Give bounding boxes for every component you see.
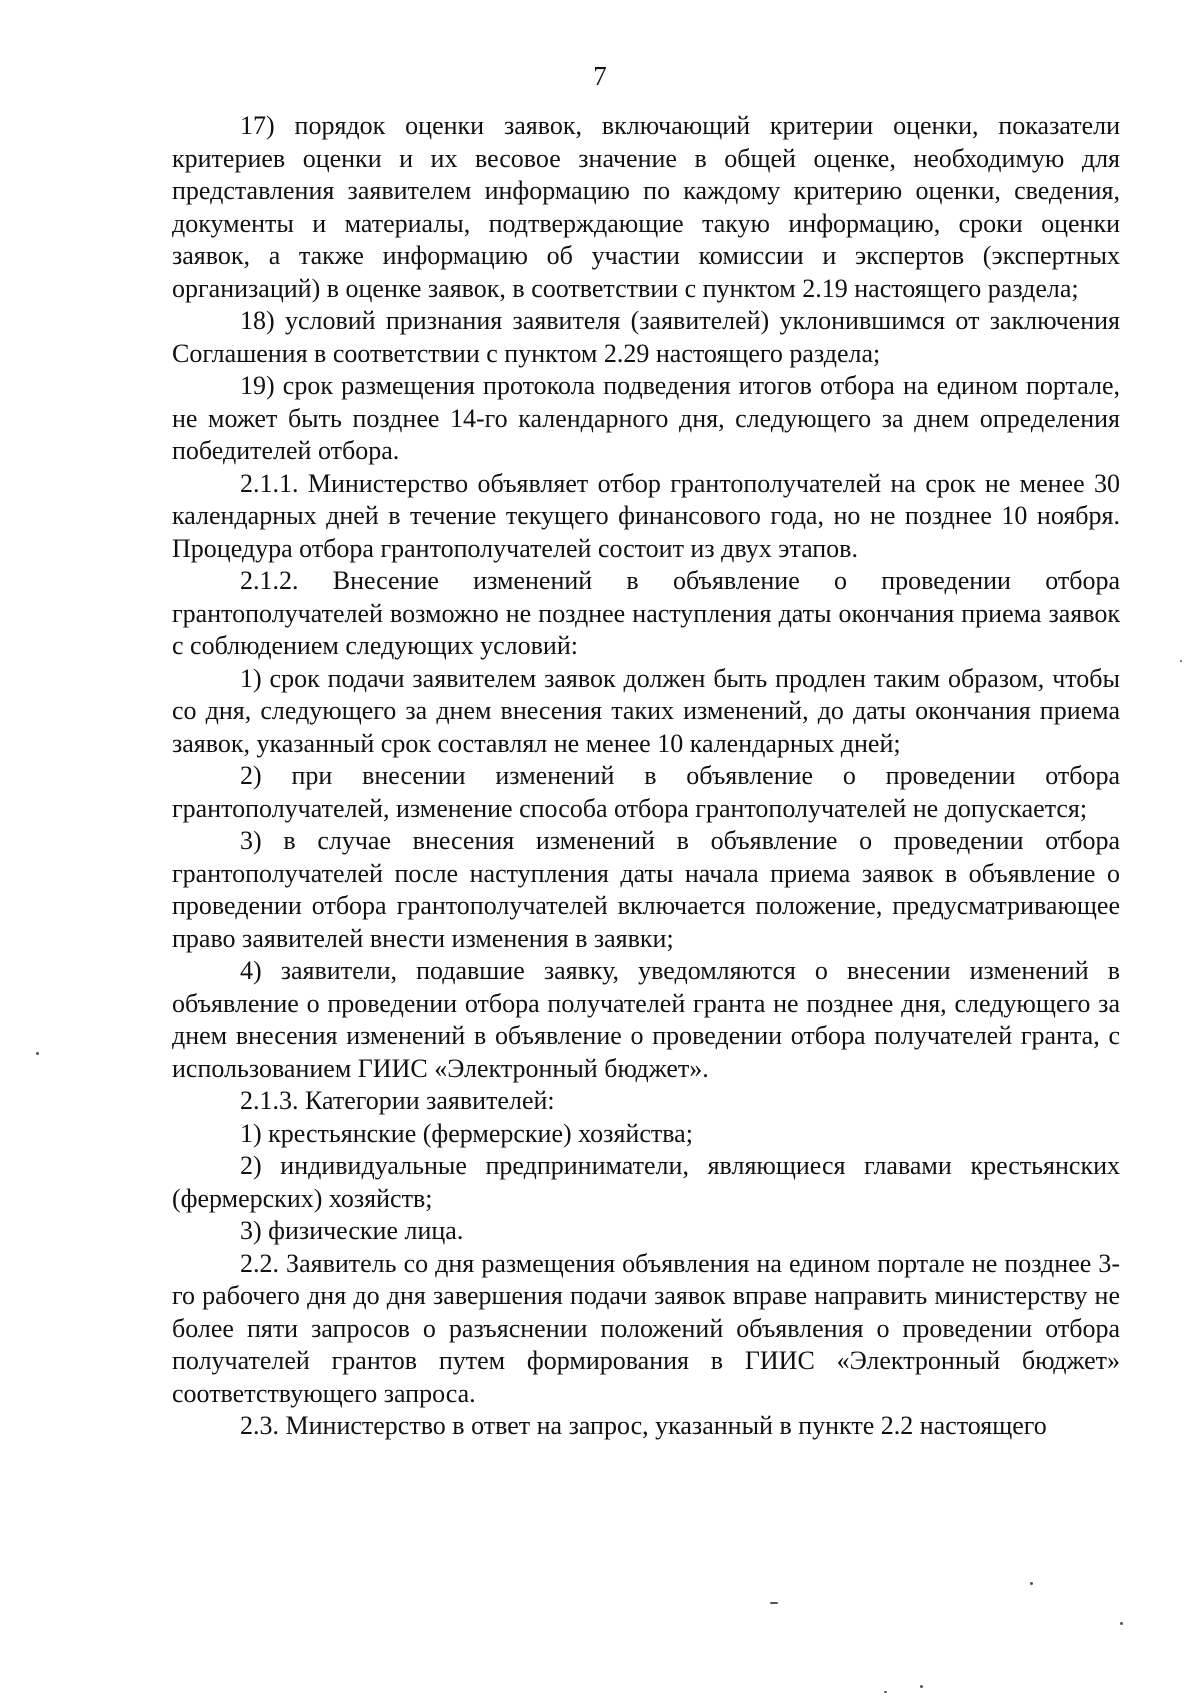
document-body xyxy=(172,110,1120,1443)
paragraph-condition-2: 2) при внесении изменений в объявление о проведении отбора грантополучателей, изменение способа отбора грантополучателей не допускается; xyxy=(172,761,1120,823)
scan-speck xyxy=(1180,660,1182,662)
page-number: 7 xyxy=(593,61,607,91)
scan-speck xyxy=(1030,1582,1033,1585)
paragraph-item-18: 18) условий признания заявителя (заявителей) уклонившимся от заключения Соглашения в соответствии с пунктом 2.29 настоящего раздела; xyxy=(172,306,1120,368)
scan-speck xyxy=(36,1052,39,1055)
paragraph-condition-3: 3) в случае внесения изменений в объявление о проведении отбора грантополучателей после наступления даты начала приема заявок в объявление о проведении отбора грантополучателей включается положение, предусматривающее право заявителей внести изменения в заявки; xyxy=(172,826,1120,953)
paragraph-condition-1: 1) срок подачи заявителем заявок должен быть продлен таким образом, чтобы со дня, следующего за днем внесения таких изменений, до даты окончания приема заявок, указанный срок составлял не менее 10 календарных дней; xyxy=(172,663,1120,758)
paragraph-item-17: 17) порядок оценки заявок, включающий критерии оценки, показатели критериев оценки и их весовое значение в общей оценке, необходимую для представления заявителем информацию по каждому критерию оценки, сведения, документы и материалы, подтверждающие такую информацию, сроки оценки заявок, а также информацию об участии комиссии и экспертов (экспертных организаций) в оценке заявок, в соответствии с пунктом 2.19 настоящего раздела; xyxy=(172,111,1120,303)
paragraph-category-3: 3) физические лица. xyxy=(240,1216,464,1245)
scan-speck xyxy=(920,1685,923,1688)
paragraph-category-2: 2) индивидуальные предприниматели, являющиеся главами крестьянских (фермерских) хозяйств; xyxy=(172,1151,1120,1213)
paragraph-item-19: 19) срок размещения протокола подведения итогов отбора на едином портале, не может быть позднее 14-го календарного дня, следующего за днем определения победителей отбора. xyxy=(172,371,1120,465)
paragraph-condition-4: 4) заявители, подавшие заявку, уведомляются о внесении изменений в объявление о проведении отбора получателей гранта не позднее дня, следующего за днем внесения изменений в объявление о проведении отбора получателей гранта, с использованием ГИИС «Электронный бюджет». xyxy=(172,956,1120,1083)
paragraph-2-1-1: 2.1.1. Министерство объявляет отбор грантополучателей на срок не менее 30 календарных дней в течение текущего финансового года, но не позднее 10 ноября. Процедура отбора грантополучателей состоит из двух этапов. xyxy=(172,468,1120,563)
paragraph-2-2: 2.2. Заявитель со дня размещения объявления на едином портале не позднее 3-го рабочего дня до дня завершения подачи заявок вправе направить министерству не более пяти запросов о разъяснении положений объявления о проведении отбора получателей грантов путем формирования в ГИИС «Электронный бюджет» соответствующего запроса. xyxy=(172,1248,1120,1408)
paragraph-category-1: 1) крестьянские (фермерские) хозяйства; xyxy=(240,1118,693,1148)
paragraph-2-1-3: 2.1.3. Категории заявителей: xyxy=(240,1086,555,1115)
scan-speck xyxy=(884,1691,887,1693)
paragraph-2-1-2: 2.1.2. Внесение изменений в объявление о проведении отбора грантополучателей возможно не позднее наступления даты окончания приема заявок с соблюдением следующих условий: xyxy=(172,566,1120,660)
paragraph-2-3: 2.3. Министерство в ответ на запрос, указанный в пункте 2.2 настоящего xyxy=(240,1411,1047,1440)
scan-speck xyxy=(1120,1622,1123,1625)
scan-speck xyxy=(770,1602,778,1604)
